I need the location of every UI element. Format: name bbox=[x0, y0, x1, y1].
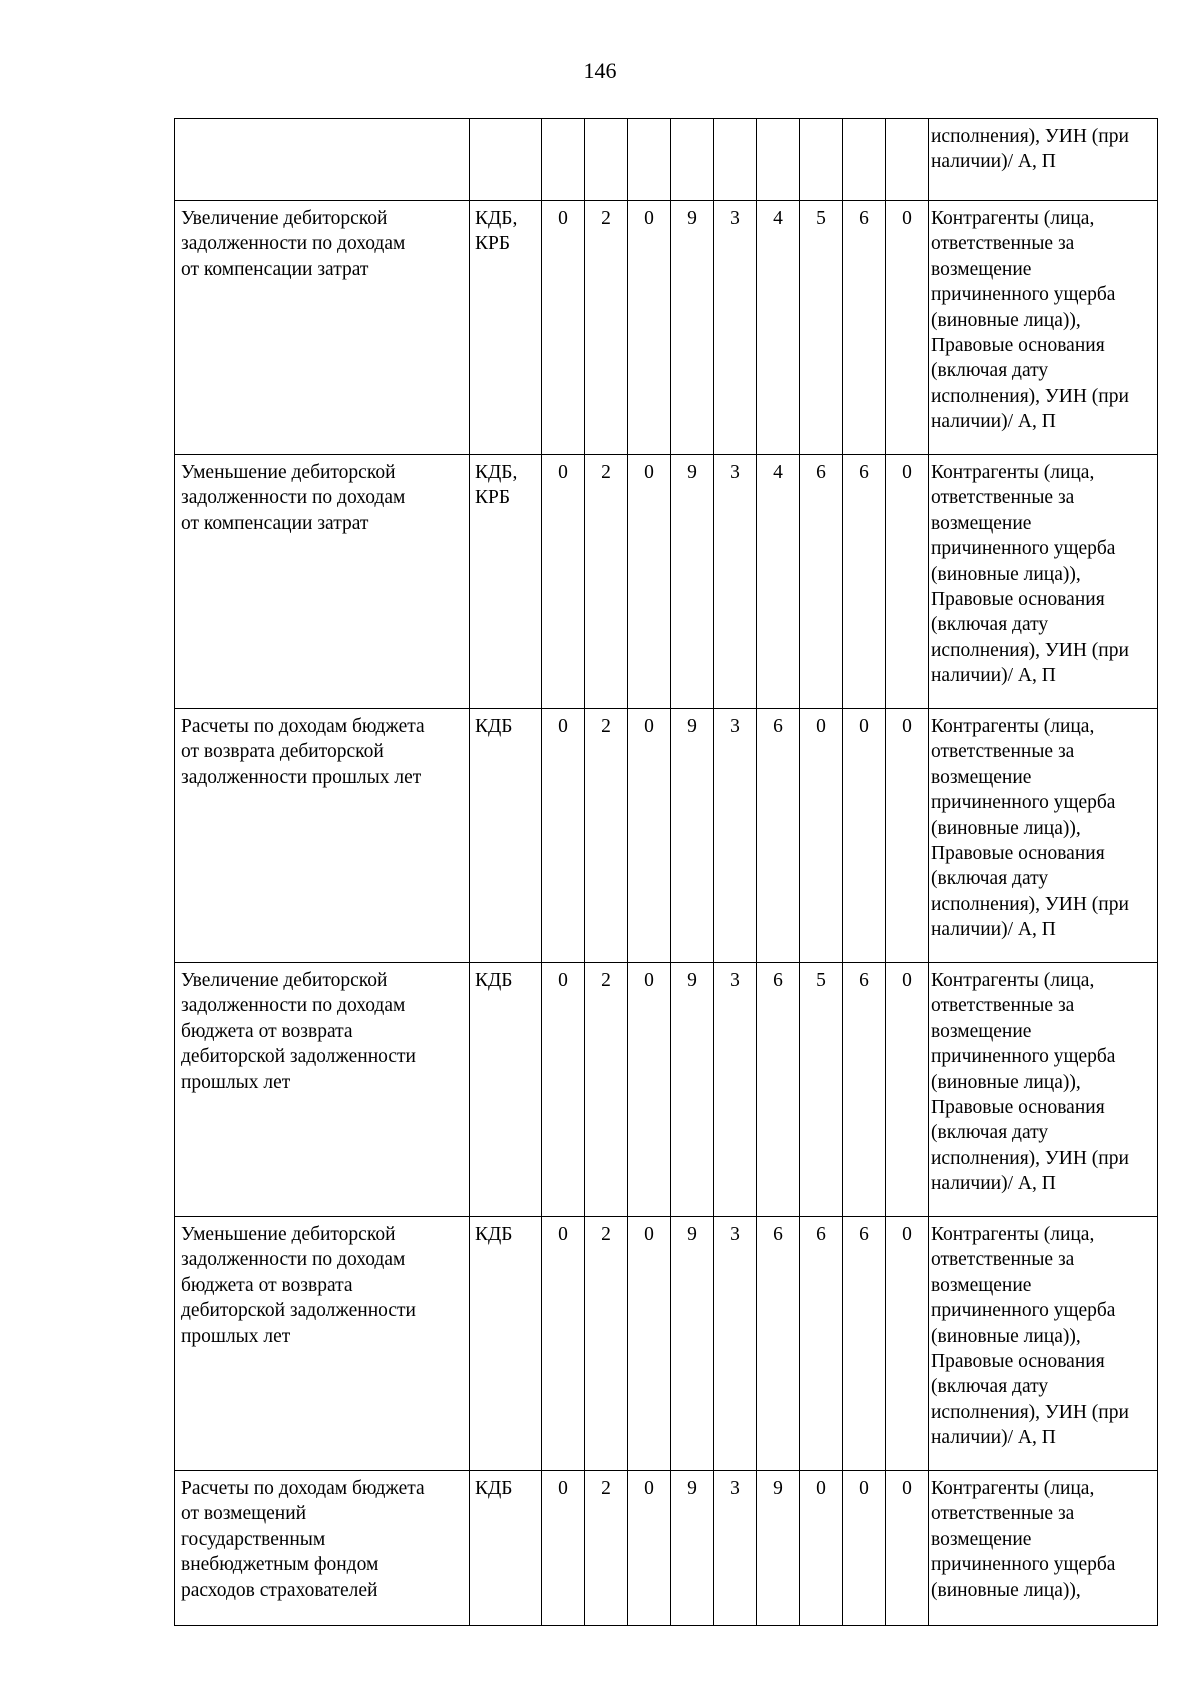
table-row bbox=[175, 1217, 1158, 1471]
info-line: Контрагенты (лица, bbox=[931, 970, 1095, 991]
digit-cell: 3 bbox=[714, 1471, 757, 1626]
info-line: (виновные лица)), bbox=[931, 1579, 1081, 1601]
info-line: возмещение bbox=[931, 258, 1032, 280]
name-cell bbox=[175, 1471, 470, 1626]
digit-cell: 6 bbox=[800, 455, 843, 709]
info-line: Правовые основания bbox=[931, 335, 1105, 357]
info-line: наличии)/ А, П bbox=[931, 151, 1056, 173]
digit-cell: 6 bbox=[843, 201, 886, 455]
digit-cell: 0 bbox=[542, 1471, 585, 1626]
digit-cell: 2 bbox=[585, 455, 628, 709]
page-number: 146 bbox=[583, 58, 617, 83]
info-line: наличии)/ А, П bbox=[931, 411, 1056, 433]
name-line: Увеличение дебиторской bbox=[181, 970, 388, 991]
name-line: дебиторской задолженности bbox=[181, 1300, 416, 1322]
info-line: Контрагенты (лица, bbox=[931, 462, 1095, 483]
type-cell bbox=[470, 709, 542, 963]
info-cell bbox=[929, 201, 1158, 455]
type-line: КДБ, bbox=[475, 208, 518, 229]
info-line: (включая дату bbox=[931, 868, 1049, 890]
digit-cell: 9 bbox=[671, 709, 714, 963]
digit-cell: 2 bbox=[585, 201, 628, 455]
digit-cell: 4 bbox=[757, 201, 800, 455]
name-line: расходов страхователей bbox=[181, 1579, 378, 1601]
digit-cell: 4 bbox=[757, 455, 800, 709]
info-line: Правовые основания bbox=[931, 1097, 1105, 1119]
type-line: КДБ, bbox=[475, 462, 518, 483]
name-line: прошлых лет bbox=[181, 1071, 291, 1093]
type-cell bbox=[470, 119, 542, 201]
digit-cell: 5 bbox=[800, 963, 843, 1217]
digit-cell: 0 bbox=[542, 201, 585, 455]
name-line: бюджета от возврата bbox=[181, 1020, 353, 1042]
info-line: (виновные лица)), bbox=[931, 563, 1081, 585]
name-line: задолженности по доходам bbox=[181, 995, 406, 1017]
digit-cell: 6 bbox=[757, 963, 800, 1217]
digit-cell bbox=[800, 119, 843, 201]
digit-cell: 0 bbox=[628, 963, 671, 1217]
digit-cell: 0 bbox=[628, 1217, 671, 1471]
digit-cell bbox=[585, 119, 628, 201]
name-cell bbox=[175, 455, 470, 709]
type-cell bbox=[470, 1217, 542, 1471]
digit-cell: 0 bbox=[542, 1217, 585, 1471]
info-cell bbox=[929, 963, 1158, 1217]
digit-cell: 9 bbox=[671, 455, 714, 709]
name-cell bbox=[175, 963, 470, 1217]
digit-cell bbox=[886, 119, 929, 201]
digit-cell: 0 bbox=[886, 201, 929, 455]
type-line: КДБ bbox=[475, 1478, 513, 1499]
digit-cell: 3 bbox=[714, 1217, 757, 1471]
table-row bbox=[175, 963, 1158, 1217]
info-line: исполнения), УИН (при bbox=[931, 126, 1129, 147]
name-line: от компенсации затрат bbox=[181, 258, 369, 280]
name-line: от возмещений bbox=[181, 1503, 307, 1525]
digit-cell bbox=[671, 119, 714, 201]
digit-cell: 0 bbox=[886, 963, 929, 1217]
info-cell bbox=[929, 1471, 1158, 1626]
info-line: (виновные лица)), bbox=[931, 309, 1081, 331]
info-line: исполнения), УИН (при bbox=[931, 1401, 1129, 1423]
type-cell bbox=[470, 201, 542, 455]
name-line: внебюджетным фондом bbox=[181, 1554, 379, 1576]
info-line: причиненного ущерба bbox=[931, 792, 1116, 814]
digit-cell: 0 bbox=[886, 455, 929, 709]
name-line: задолженности по доходам bbox=[181, 487, 406, 509]
info-line: ответственные за bbox=[931, 741, 1075, 763]
digit-cell: 2 bbox=[585, 963, 628, 1217]
digit-cell: 2 bbox=[585, 709, 628, 963]
name-line: Расчеты по доходам бюджета bbox=[181, 716, 425, 737]
digit-cell: 0 bbox=[886, 1217, 929, 1471]
info-line: ответственные за bbox=[931, 233, 1075, 255]
digit-cell: 2 bbox=[585, 1471, 628, 1626]
info-line: наличии)/ А, П bbox=[931, 1173, 1056, 1195]
table-row bbox=[175, 201, 1158, 455]
name-line: государственным bbox=[181, 1528, 326, 1550]
table-body bbox=[175, 119, 1158, 1626]
digit-cell: 9 bbox=[671, 201, 714, 455]
name-line: задолженности прошлых лет bbox=[181, 766, 422, 788]
info-line: Правовые основания bbox=[931, 843, 1105, 865]
name-cell bbox=[175, 201, 470, 455]
type-cell bbox=[470, 455, 542, 709]
info-line: (виновные лица)), bbox=[931, 817, 1081, 839]
type-line: КДБ bbox=[475, 1224, 513, 1245]
digit-cell: 5 bbox=[800, 201, 843, 455]
name-line: от компенсации затрат bbox=[181, 512, 369, 534]
digit-cell bbox=[542, 119, 585, 201]
info-line: исполнения), УИН (при bbox=[931, 893, 1129, 915]
name-cell bbox=[175, 709, 470, 963]
info-cell bbox=[929, 709, 1158, 963]
table-row bbox=[175, 1471, 1158, 1626]
info-line: Контрагенты (лица, bbox=[931, 1224, 1095, 1245]
digit-cell: 3 bbox=[714, 201, 757, 455]
digit-cell: 9 bbox=[671, 1217, 714, 1471]
info-line: возмещение bbox=[931, 1274, 1032, 1296]
info-line: наличии)/ А, П bbox=[931, 919, 1056, 941]
info-line: (включая дату bbox=[931, 1376, 1049, 1398]
digit-cell: 0 bbox=[542, 709, 585, 963]
name-line: Уменьшение дебиторской bbox=[181, 462, 396, 483]
info-line: возмещение bbox=[931, 1528, 1032, 1550]
info-line: (включая дату bbox=[931, 360, 1049, 382]
info-line: исполнения), УИН (при bbox=[931, 385, 1129, 407]
name-cell bbox=[175, 119, 470, 201]
digit-cell: 0 bbox=[628, 455, 671, 709]
table-row-continuation bbox=[175, 119, 1158, 201]
info-line: Правовые основания bbox=[931, 589, 1105, 611]
info-line: ответственные за bbox=[931, 1249, 1075, 1271]
info-line: наличии)/ А, П bbox=[931, 1427, 1056, 1449]
table-row bbox=[175, 709, 1158, 963]
digit-cell: 3 bbox=[714, 455, 757, 709]
info-line: ответственные за bbox=[931, 995, 1075, 1017]
info-line: возмещение bbox=[931, 766, 1032, 788]
digit-cell: 3 bbox=[714, 963, 757, 1217]
digit-cell bbox=[757, 119, 800, 201]
digit-cell: 6 bbox=[843, 963, 886, 1217]
info-line: исполнения), УИН (при bbox=[931, 1147, 1129, 1169]
digit-cell: 6 bbox=[757, 1217, 800, 1471]
digit-cell: 3 bbox=[714, 709, 757, 963]
type-cell bbox=[470, 963, 542, 1217]
name-line: задолженности по доходам bbox=[181, 233, 406, 255]
info-line: Контрагенты (лица, bbox=[931, 1478, 1095, 1499]
digit-cell: 0 bbox=[800, 709, 843, 963]
type-line: КРБ bbox=[475, 233, 511, 255]
info-line: причиненного ущерба bbox=[931, 1554, 1116, 1576]
name-line: дебиторской задолженности bbox=[181, 1046, 416, 1068]
digit-cell: 0 bbox=[542, 963, 585, 1217]
info-line: Контрагенты (лица, bbox=[931, 716, 1095, 737]
table-row bbox=[175, 455, 1158, 709]
digit-cell: 6 bbox=[843, 455, 886, 709]
digit-cell: 6 bbox=[757, 709, 800, 963]
info-line: возмещение bbox=[931, 512, 1032, 534]
digit-cell: 0 bbox=[843, 1471, 886, 1626]
digit-cell: 9 bbox=[757, 1471, 800, 1626]
name-line: Увеличение дебиторской bbox=[181, 208, 388, 229]
info-line: (виновные лица)), bbox=[931, 1325, 1081, 1347]
info-line: ответственные за bbox=[931, 1503, 1075, 1525]
info-line: наличии)/ А, П bbox=[931, 665, 1056, 687]
info-line: Контрагенты (лица, bbox=[931, 208, 1095, 229]
info-line: исполнения), УИН (при bbox=[931, 639, 1129, 661]
info-cell bbox=[929, 455, 1158, 709]
digit-cell: 9 bbox=[671, 1471, 714, 1626]
name-line: Расчеты по доходам бюджета bbox=[181, 1478, 425, 1499]
digit-cell: 0 bbox=[628, 1471, 671, 1626]
digit-cell: 2 bbox=[585, 1217, 628, 1471]
type-cell bbox=[470, 1471, 542, 1626]
digit-cell bbox=[714, 119, 757, 201]
type-line: КДБ bbox=[475, 716, 513, 737]
type-line: КДБ bbox=[475, 970, 513, 991]
digit-cell: 0 bbox=[800, 1471, 843, 1626]
digit-cell: 0 bbox=[843, 709, 886, 963]
info-line: Правовые основания bbox=[931, 1351, 1105, 1373]
digit-cell bbox=[843, 119, 886, 201]
info-line: причиненного ущерба bbox=[931, 1300, 1116, 1322]
info-cell bbox=[929, 119, 1158, 201]
digit-cell: 9 bbox=[671, 963, 714, 1217]
digit-cell: 6 bbox=[800, 1217, 843, 1471]
name-line: бюджета от возврата bbox=[181, 1274, 353, 1296]
info-line: (включая дату bbox=[931, 1122, 1049, 1144]
digit-cell: 6 bbox=[843, 1217, 886, 1471]
name-line: от возврата дебиторской bbox=[181, 741, 384, 763]
name-line: задолженности по доходам bbox=[181, 1249, 406, 1271]
name-line: Уменьшение дебиторской bbox=[181, 1224, 396, 1245]
info-line: (включая дату bbox=[931, 614, 1049, 636]
digit-cell: 0 bbox=[886, 709, 929, 963]
info-line: ответственные за bbox=[931, 487, 1075, 509]
info-cell bbox=[929, 1217, 1158, 1471]
digit-cell: 0 bbox=[886, 1471, 929, 1626]
name-line: прошлых лет bbox=[181, 1325, 291, 1347]
digit-cell bbox=[628, 119, 671, 201]
digit-cell: 0 bbox=[542, 455, 585, 709]
info-line: причиненного ущерба bbox=[931, 538, 1116, 560]
info-line: причиненного ущерба bbox=[931, 1046, 1116, 1068]
name-cell bbox=[175, 1217, 470, 1471]
accounts-table bbox=[174, 118, 1158, 1626]
digit-cell: 0 bbox=[628, 201, 671, 455]
info-line: (виновные лица)), bbox=[931, 1071, 1081, 1093]
info-line: возмещение bbox=[931, 1020, 1032, 1042]
info-line: причиненного ущерба bbox=[931, 284, 1116, 306]
digit-cell: 0 bbox=[628, 709, 671, 963]
type-line: КРБ bbox=[475, 487, 511, 509]
